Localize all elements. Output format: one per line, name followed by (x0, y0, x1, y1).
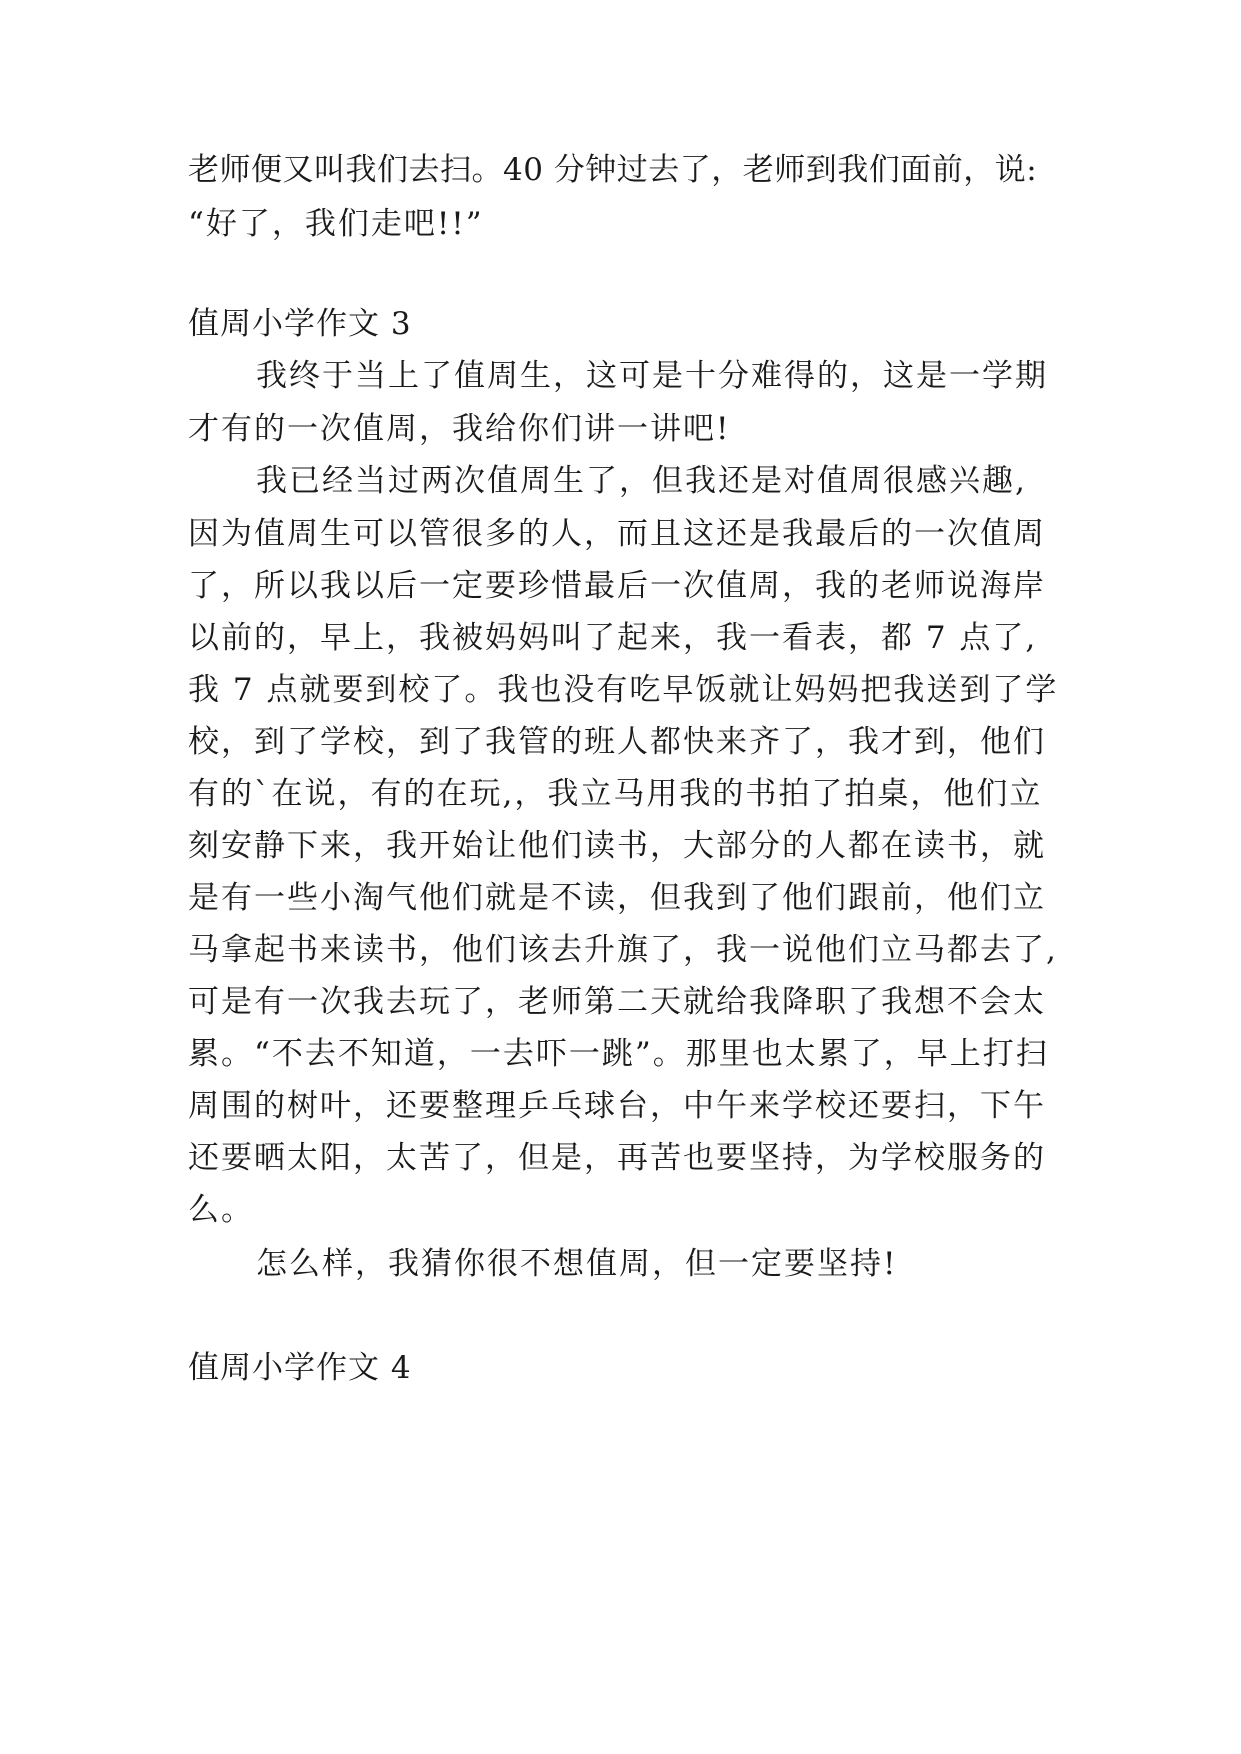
paragraph-line: 怎么样，我猜你很不想值周，但一定要坚持! (256, 1246, 898, 1282)
paragraph-line: 还要晒太阳，太苦了，但是，再苦也要坚持，为学校服务的 (188, 1140, 1046, 1176)
paragraph-line: 有的`在说，有的在玩,，我立马用我的书拍了拍桌，他们立 (188, 776, 1043, 812)
paragraph-line: 我 7 点就要到校了。我也没有吃早饭就让妈妈把我送到了学 (188, 672, 1059, 708)
section-heading: 值周小学作文 3 (188, 306, 412, 342)
paragraph-line: 校，到了学校，到了我管的班人都快来齐了，我才到，他们 (188, 724, 1046, 760)
paragraph-line: 刻安静下来，我开始让他们读书，大部分的人都在读书，就 (188, 828, 1046, 864)
paragraph-line: 以前的，早上，我被妈妈叫了起来，我一看表，都 7 点了, (188, 620, 1038, 656)
section-heading: 值周小学作文 4 (188, 1350, 412, 1386)
body-line: 老师便又叫我们去扫。40 分钟过去了，老师到我们面前，说: (188, 152, 1038, 188)
paragraph-line: 我终于当上了值周生，这可是十分难得的，这是一学期 (256, 358, 1048, 394)
paragraph-line: 才有的一次值周，我给你们讲一讲吧! (188, 411, 731, 447)
paragraph-line: 马拿起书来读书，他们该去升旗了，我一说他们立马都去了, (188, 932, 1058, 968)
paragraph-line: 我已经当过两次值周生了，但我还是对值周很感兴趣, (256, 463, 1027, 499)
paragraph-line: 周围的树叶，还要整理乒乓球台，中午来学校还要扫，下午 (188, 1088, 1046, 1124)
paragraph-line: 因为值周生可以管很多的人，而且这还是我最后的一次值周 (188, 516, 1046, 552)
paragraph-line: 是有一些小淘气他们就是不读，但我到了他们跟前，他们立 (188, 880, 1046, 916)
paragraph-line: 么。 (188, 1192, 254, 1228)
paragraph-line: 了，所以我以后一定要珍惜最后一次值周，我的老师说海岸 (188, 568, 1046, 604)
body-line: “好了，我们走吧!!” (188, 206, 484, 242)
paragraph-line: 可是有一次我去玩了，老师第二天就给我降职了我想不会太 (188, 984, 1046, 1020)
paragraph-line: 累。“不去不知道，一去吓一跳”。那里也太累了，早上打扫 (188, 1036, 1049, 1072)
